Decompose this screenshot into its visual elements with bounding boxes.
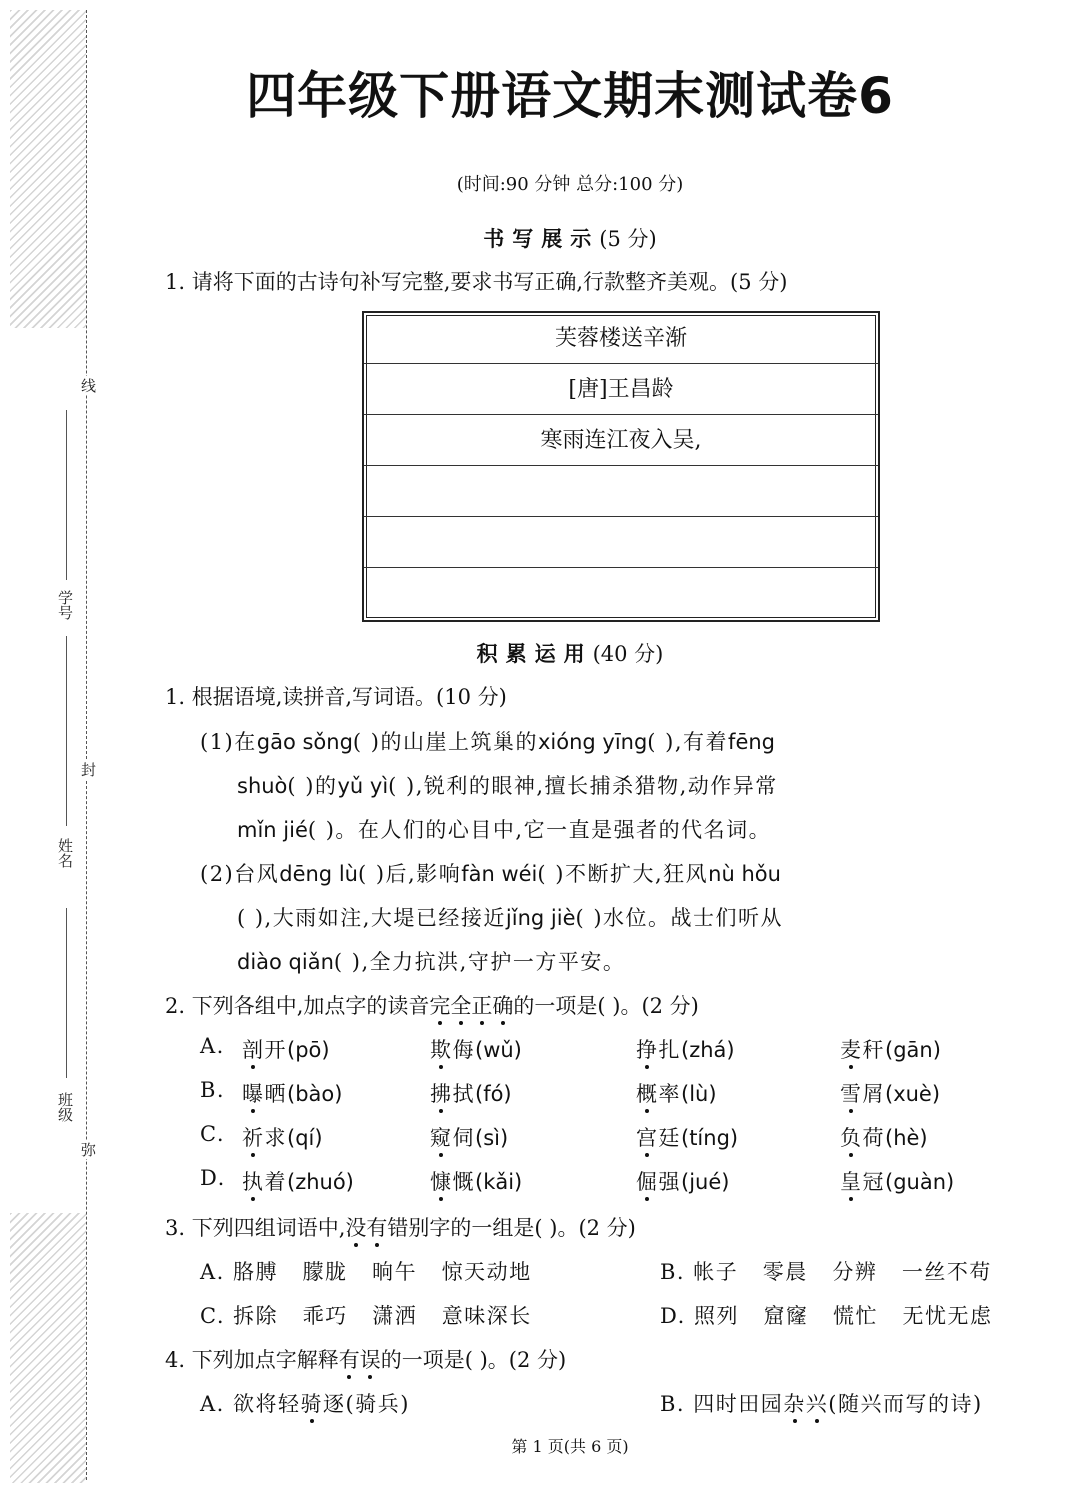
class-label: 班级 bbox=[56, 1092, 74, 1122]
class-blank bbox=[66, 908, 67, 1078]
q1-p1-line3: mǐn jié( )。在人们的心目中,它一直是强者的代名词。 bbox=[237, 818, 772, 842]
page-title: 四年级下册语文期末测试卷6 bbox=[246, 67, 894, 125]
q2-option-letter: B. bbox=[200, 1078, 226, 1102]
q2-option-word: 曝晒(bào) bbox=[242, 1082, 343, 1106]
q2-option-word: 慷慨(kǎi) bbox=[430, 1170, 523, 1194]
poem-box bbox=[362, 311, 880, 622]
q4-b-emphasis: 杂兴 bbox=[783, 1392, 829, 1416]
q4-emphasis: 有误 bbox=[338, 1348, 381, 1372]
binding-line-label: 线 bbox=[79, 378, 97, 393]
q2-option-word: 皇冠(guàn) bbox=[840, 1170, 955, 1194]
q3-emphasis: 没有 bbox=[345, 1216, 388, 1240]
q2-option-word: 执着(zhuó) bbox=[242, 1170, 354, 1194]
poem-author: [唐]王昌龄 bbox=[364, 364, 878, 415]
name-label: 姓名 bbox=[56, 838, 74, 868]
poem-blank-row[interactable] bbox=[364, 568, 878, 619]
q2-option-word: 宫廷(tíng) bbox=[636, 1126, 739, 1150]
q2-option-word: 欺侮(wǔ) bbox=[430, 1038, 522, 1062]
q2-emphasis: 完全正确 bbox=[429, 994, 514, 1018]
student-id-label: 学号 bbox=[56, 590, 74, 620]
q4-option-b: B. 四时田园杂兴(随兴而写的诗) bbox=[660, 1392, 983, 1416]
section-accumulation-score: (40 分) bbox=[592, 642, 664, 666]
student-id-blank bbox=[66, 410, 67, 580]
q3-stem: 3. 下列四组词语中,没有错别字的一组是( )。(2 分) bbox=[165, 1216, 636, 1240]
q2-option-word: 窥伺(sì) bbox=[430, 1126, 509, 1150]
q3-option-d: D. 照列 窟窿 慌忙 无忧无虑 bbox=[660, 1304, 993, 1328]
q4-stem: 4. 下列加点字解释有误的一项是( )。(2 分) bbox=[165, 1348, 567, 1372]
section-accumulation-name: 积累运用 bbox=[476, 641, 593, 666]
q4-option-a: A. 欲将轻骑逐(骑兵) bbox=[200, 1392, 410, 1416]
q2-option-word: 雪屑(xuè) bbox=[840, 1082, 941, 1106]
poem-title: 芙蓉楼送辛渐 bbox=[364, 313, 878, 364]
section-accumulation-heading bbox=[0, 638, 1080, 668]
q2-option-word: 祈求(qí) bbox=[242, 1126, 323, 1150]
q2-option-word: 麦秆(gān) bbox=[840, 1038, 941, 1062]
poem-line-1: 寒雨连江夜入吴, bbox=[364, 415, 878, 466]
poem-blank-row[interactable] bbox=[364, 517, 878, 568]
q1-p1-line2: shuò( )的yǔ yì( ),锐利的眼神,擅长捕杀猎物,动作异常 bbox=[237, 774, 778, 798]
poem-blank-row[interactable] bbox=[364, 466, 878, 517]
binding-bind-label: 弥 bbox=[79, 1142, 97, 1157]
q2-option-word: 负荷(hè) bbox=[840, 1126, 928, 1150]
q1-p2-line3: diào qiǎn( ),全力抗洪,守护一方平安。 bbox=[237, 950, 626, 974]
q4-a-emphasis: 骑 bbox=[300, 1392, 324, 1416]
q2-option-letter: C. bbox=[200, 1122, 225, 1146]
section-writing-score: (5 分) bbox=[599, 227, 657, 251]
q2-stem: 2. 下列各组中,加点字的读音完全正确的一项是( )。(2 分) bbox=[165, 994, 699, 1018]
q3-option-c: C. 拆除 乖巧 潇洒 意味深长 bbox=[200, 1304, 532, 1328]
q1-p2-line2: ( ),大雨如注,大堤已经接近jǐng jiè( )水位。战士们听从 bbox=[237, 906, 784, 930]
q3-option-a: A. 胳膊 朦胧 晌午 惊天动地 bbox=[200, 1260, 532, 1284]
q2-option-word: 倔强(jué) bbox=[636, 1170, 730, 1194]
binding-seal-label: 封 bbox=[79, 762, 97, 777]
q1-stem: 1. 根据语境,读拼音,写词语。(10 分) bbox=[165, 685, 507, 709]
page-footer: 第 1 页(共 6 页) bbox=[511, 1437, 629, 1456]
section-writing-heading bbox=[0, 223, 1080, 253]
writing-question-1: 1. 请将下面的古诗句补写完整,要求书写正确,行款整齐美观。(5 分) bbox=[165, 270, 788, 294]
q1-p2-line1: (2)台风dēng lù( )后,影响fàn wéi( )不断扩大,狂风nù hǒu bbox=[200, 862, 781, 886]
q3-option-b: B. 帐子 零晨 分辨 一丝不苟 bbox=[660, 1260, 992, 1284]
exam-meta: (时间:90 分钟 总分:100 分) bbox=[456, 174, 684, 195]
q2-option-word: 拂拭(fó) bbox=[430, 1082, 512, 1106]
q2-option-letter: A. bbox=[200, 1034, 225, 1058]
q2-option-word: 概率(lù) bbox=[636, 1082, 717, 1106]
q2-option-word: 剖开(pō) bbox=[242, 1038, 330, 1062]
q1-p1-line1: (1)在gāo sǒng( )的山崖上筑巢的xióng yīng( ),有着fēng bbox=[200, 730, 775, 754]
q2-option-word: 挣扎(zhá) bbox=[636, 1038, 735, 1062]
q2-option-letter: D. bbox=[200, 1166, 226, 1190]
section-writing-name: 书写展示 bbox=[483, 226, 600, 251]
